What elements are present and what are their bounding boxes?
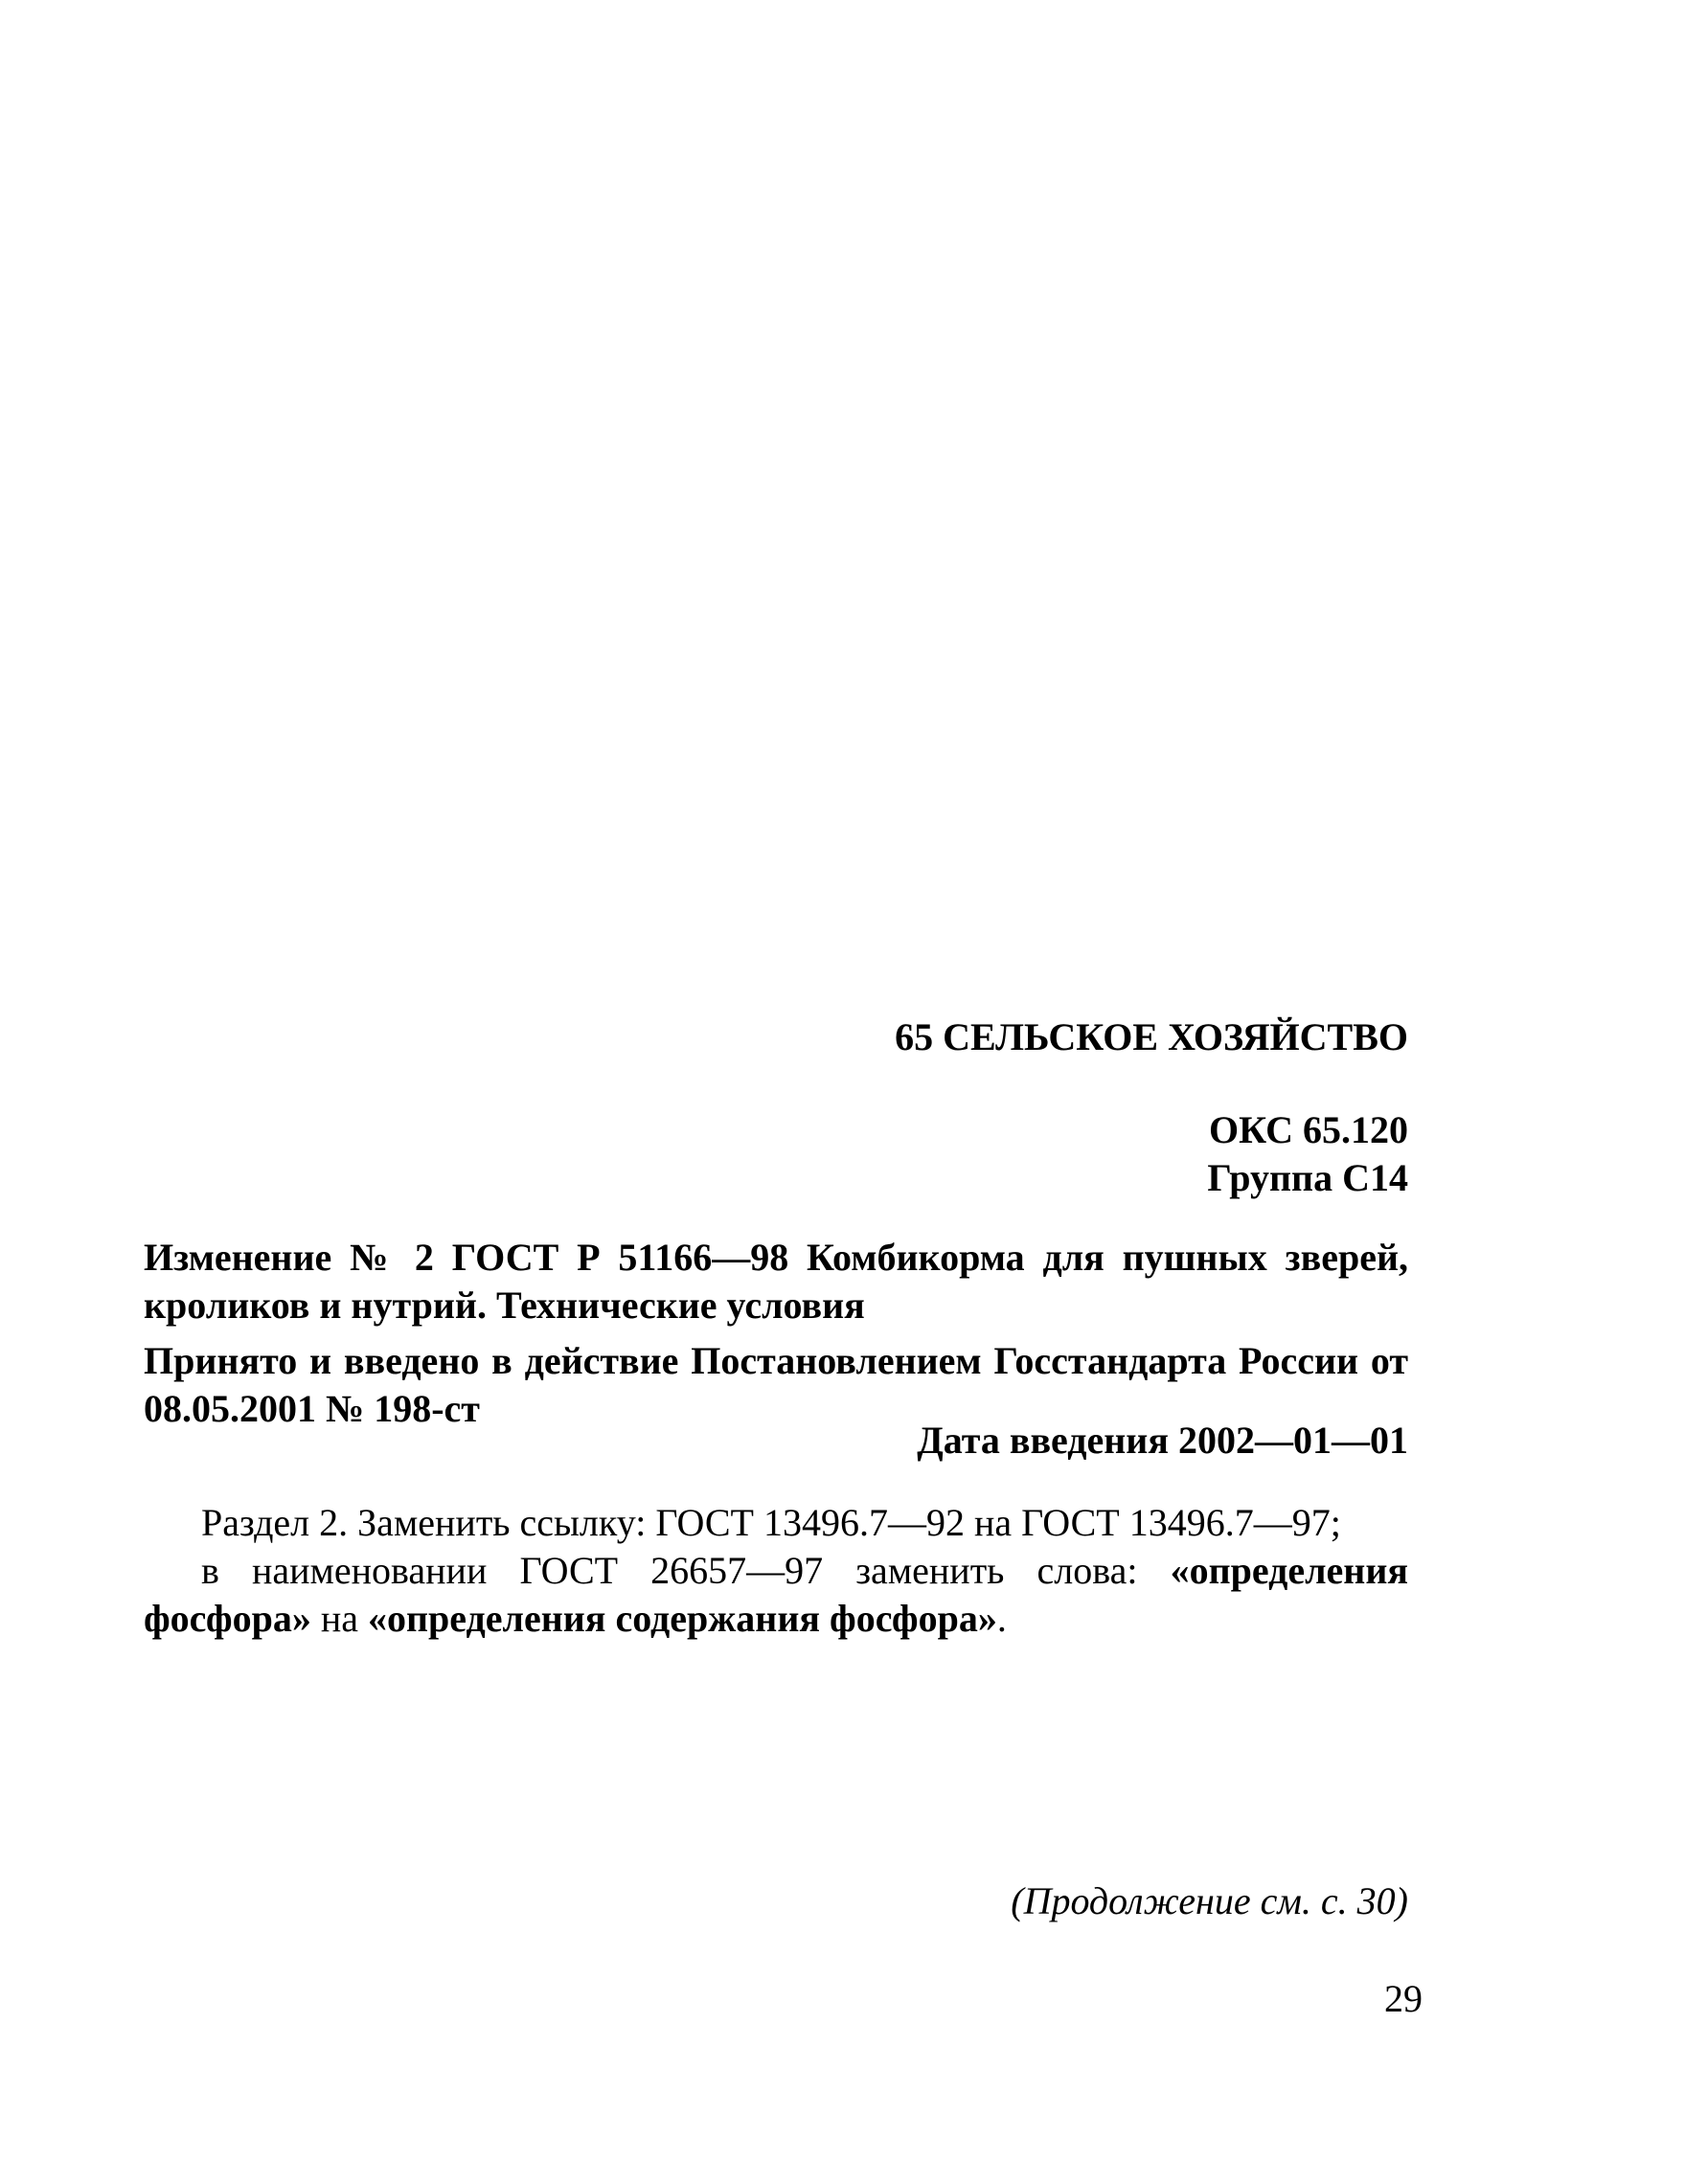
classification-block <box>144 1106 1408 1202</box>
adoption-info: Принято и введено в действие Постановлением Госстандарта России от 08.05.2001 № 198-ст <box>144 1339 1408 1430</box>
body-paragraph-2 <box>144 1547 1408 1643</box>
group-code: Группа С14 <box>1207 1156 1408 1199</box>
paragraph-2-middle: на <box>310 1597 368 1640</box>
paragraph-2-end: . <box>996 1597 1007 1640</box>
body-paragraph-1: Раздел 2. Заменить ссылку: ГОСТ 13496.7—92 на ГОСТ 13496.7—97; <box>201 1501 1341 1544</box>
page-number: 29 <box>1384 1977 1423 2020</box>
paragraph-2-start: в наименовании ГОСТ 26657—97 заменить слова: <box>201 1549 1171 1592</box>
quoted-old-phrase: «определения фосфора» <box>144 1549 1408 1640</box>
amendment-title: Изменение № 2 ГОСТ Р 51166—98 Комбикорма для пушных зверей, кроликов и нутрий. Технические условия <box>144 1236 1408 1327</box>
section-heading: 65 СЕЛЬСКОЕ ХОЗЯЙСТВО <box>895 1015 1408 1058</box>
continuation-note: (Продолжение см. с. 30) <box>1011 1879 1408 1922</box>
oks-code: ОКС 65.120 <box>1208 1108 1408 1151</box>
introduction-date: Дата введения 2002—01—01 <box>917 1419 1408 1462</box>
quoted-new-phrase: «определения содержания фосфора» <box>368 1597 997 1640</box>
amendment-body <box>144 1499 1408 1643</box>
